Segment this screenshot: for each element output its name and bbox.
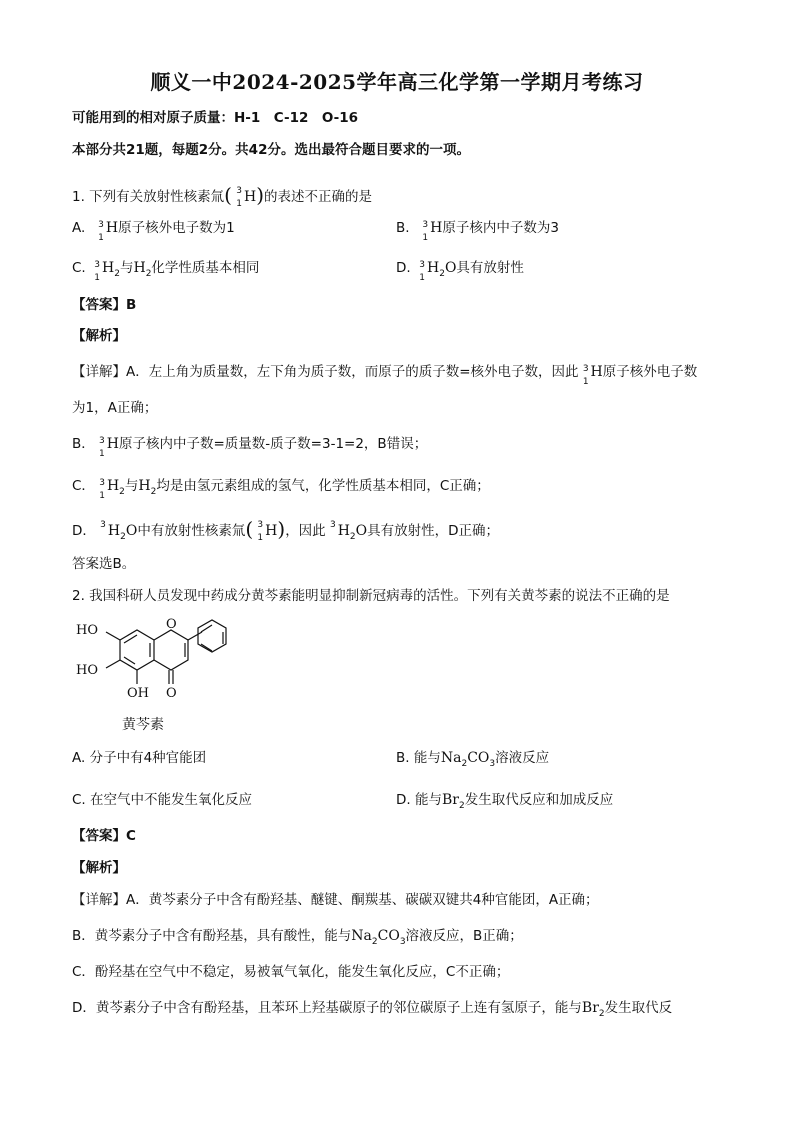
q1-detail-d: D． 3 $H_2O$中有放射性核素氚( 3 1 H)，因此 3 $H_2O$具有放射性，D正确；: [72, 517, 500, 543]
isotope-notation: 3 1: [236, 186, 242, 209]
q2-detail-b: B．黄芩素分子中含有酚羟基，具有酸性，能与$Na_2CO_3$溶液反应，B正确；: [72, 928, 523, 947]
label-ho-top: HO: [76, 623, 98, 638]
ring-c: [154, 630, 188, 670]
q1-analysis-heading: 【解析】: [72, 328, 126, 344]
q2-detail-d: D．黄芩素分子中含有酚羟基，且苯环上羟基碳原子的邻位碳原子上连有氢原子，能与$Br_2$发生取代反: [72, 1000, 673, 1019]
q1-option-d: D. 3 1 $H_2O$具有放射性: [396, 260, 524, 283]
q1-detail-a-line2: 为1，A正确；: [72, 400, 158, 416]
q2-detail-a: 【详解】A．黄芩素分子中含有酚羟基、醚键、酮羰基、碳碳双键共4种官能团，A正确；: [72, 892, 599, 908]
q2-option-c: C. 在空气中不能发生氧化反应: [72, 792, 253, 808]
q2-option-b: B. 能与$Na_2CO_3$溶液反应: [396, 750, 550, 769]
q1-detail-a-line1: 【详解】A．左上角为质量数，左下角为质子数，而原子的质子数=核外电子数，因此 3 1 H原子核外电子数: [72, 364, 698, 387]
q2-detail-c: C．酚羟基在空气中不稳定，易被氧气氧化，能发生氧化反应，C不正确；: [72, 964, 510, 980]
q2-option-d: D. 能与$Br_2$发生取代反应和加成反应: [396, 792, 614, 811]
page-title: 顺义一中2024-2025学年高三化学第一学期月考练习: [150, 70, 644, 94]
structure-caption: 黄芩素: [122, 717, 164, 733]
q1-conclusion: 答案选B。: [72, 556, 136, 572]
q2-answer: 【答案】C: [72, 828, 136, 844]
ring-b: [198, 620, 226, 652]
q1-option-a: A. 3 1 H原子核外电子数为1: [72, 220, 235, 243]
ring-a: [120, 630, 154, 670]
label-ho-bottom: HO: [76, 663, 98, 678]
section-intro: 本部分共21题，每题2分。共42分。选出最符合题目要求的一项。: [72, 142, 470, 158]
atomic-mass-line: 可能用到的相对原子质量：H-1 C-12 O-16: [72, 110, 359, 126]
q1-detail-c: C． 3 1 $H_2$与$H_2$均是由氢元素组成的氢气，化学性质基本相同，C正确；: [72, 478, 490, 501]
q1-stem: 1. 下列有关放射性核素氚( 3 1 H)的表述不正确的是: [72, 183, 373, 209]
label-keto-oxygen: O: [166, 686, 177, 701]
q2-stem: 2. 我国科研人员发现中药成分黄芩素能明显抑制新冠病毒的活性。下列有关黄芩素的说法不正确的是: [72, 588, 670, 604]
label-ring-oxygen: O: [166, 617, 177, 632]
q1-detail-b: B． 3 1 H原子核内中子数=质量数-质子数=3-1=2，B错误；: [72, 436, 428, 459]
label-oh: OH: [127, 686, 149, 701]
q1-option-c: C. 3 1 $H_2$与$H_2$化学性质基本相同: [72, 260, 260, 283]
q2-analysis-heading: 【解析】: [72, 860, 126, 876]
q2-option-a: A. 分子中有4种官能团: [72, 750, 207, 766]
q1-option-b: B. 3 1 H原子核内中子数为3: [396, 220, 559, 243]
q1-answer: 【答案】B: [72, 297, 137, 313]
